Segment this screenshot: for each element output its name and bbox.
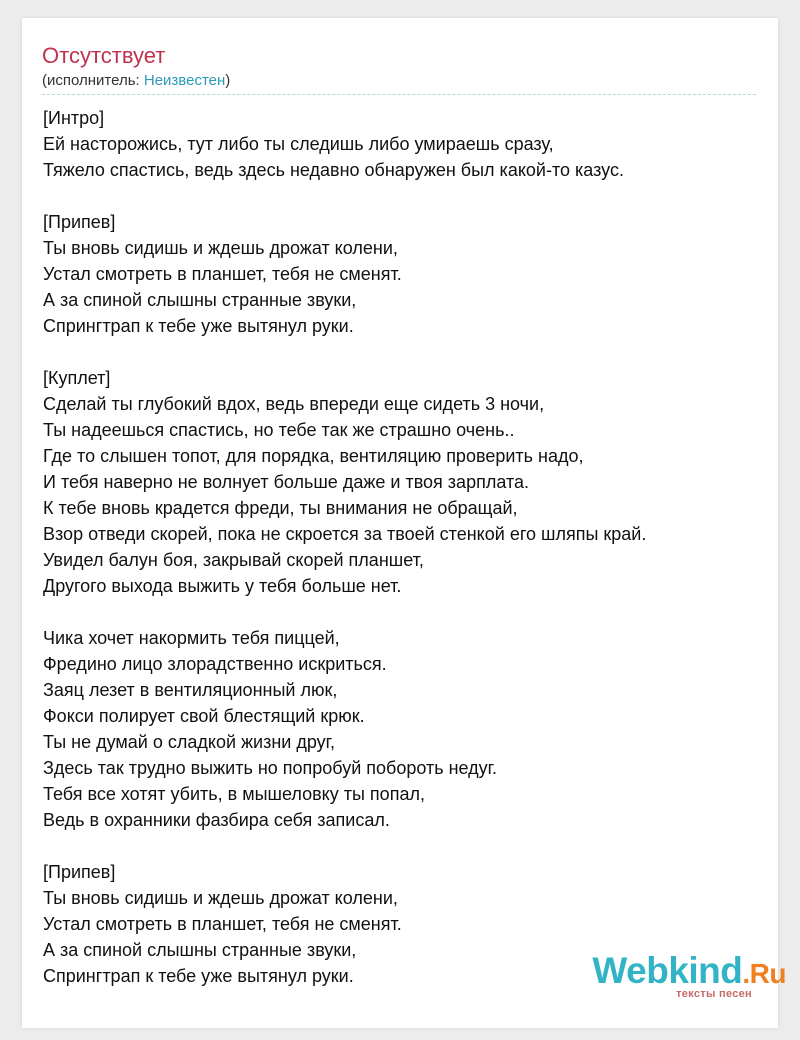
lyrics-line: Спрингтрап к тебе уже вытянул руки. [43,316,354,336]
lyrics-stanza [43,859,646,989]
lyrics-line: Ты вновь сидишь и ждешь дрожат колени, [43,888,398,908]
logo-domain: .Ru [742,958,786,989]
lyrics-line: К тебе вновь крадется фреди, ты внимания не обращай, [43,498,518,518]
lyrics-line: А за спиной слышны странные звуки, [43,290,357,310]
logo-tagline: тексты песен [676,988,752,1000]
lyrics-stanza [43,625,646,833]
lyrics-line: Спрингтрап к тебе уже вытянул руки. [43,966,354,986]
lyrics-line: Ты вновь сидишь и ждешь дрожат колени, [43,238,398,258]
lyrics-line: Тяжело спастись, ведь здесь недавно обнаружен был какой-то казус. [43,160,624,180]
lyrics-line: И тебя наверно не волнует больше даже и твоя зарплата. [43,472,529,492]
title-divider [42,94,756,95]
lyrics-card [22,18,778,1028]
lyrics-line: Взор отведи скорей, пока не скроется за твоей стенкой его шляпы край. [43,524,647,544]
lyrics-stanza [43,105,646,183]
lyrics-text [43,105,646,989]
artist-suffix: ) [225,72,231,89]
lyrics-line: Увидел балун боя, закрывай скорей планшет, [43,550,424,570]
lyrics-line: [Куплет] [43,368,111,388]
site-logo[interactable] [592,952,786,1000]
lyrics-line: Ты не думай о сладкой жизни друг, [43,732,336,752]
lyrics-line: Тебя все хотят убить, в мышеловку ты попал, [43,784,425,804]
logo-name: Webkind [592,950,743,991]
lyrics-line: Ты надеешься спастись, но тебе так же страшно очень.. [43,420,515,440]
lyrics-line: Здесь так трудно выжить но попробуй побороть недуг. [43,758,498,778]
lyrics-line: А за спиной слышны странные звуки, [43,940,357,960]
lyrics-line: Фокси полирует свой блестящий крюк. [43,706,365,726]
lyrics-stanza [43,209,646,339]
artist-link[interactable]: Неизвестен [143,72,226,89]
lyrics-line: Где то слышен топот, для порядка, вентиляцию проверить надо, [43,446,584,466]
artist-prefix: (исполнитель: [42,72,144,89]
artist-line [42,72,230,90]
lyrics-line: Устал смотреть в планшет, тебя не сменят. [43,264,402,284]
lyrics-line: Другого выхода выжить у тебя больше нет. [43,576,402,596]
lyrics-line: Ей насторожись, тут либо ты следишь либо умираешь сразу, [43,134,554,154]
lyrics-line: Ведь в охранники фазбира себя записал. [43,810,390,830]
lyrics-line: [Припев] [43,862,116,882]
song-title: Отсутствует [42,43,166,68]
lyrics-line: Заяц лезет в вентиляционный люк, [43,680,338,700]
lyrics-line: [Припев] [43,212,116,232]
lyrics-line: Чика хочет накормить тебя пиццей, [43,628,340,648]
lyrics-line: [Интро] [43,108,105,128]
lyrics-line: Сделай ты глубокий вдох, ведь впереди еще сидеть 3 ночи, [43,394,545,414]
lyrics-line: Фредино лицо злорадственно искриться. [43,654,387,674]
logo-wordmark [592,952,786,989]
lyrics-line: Устал смотреть в планшет, тебя не сменят. [43,914,402,934]
lyrics-stanza [43,365,646,599]
